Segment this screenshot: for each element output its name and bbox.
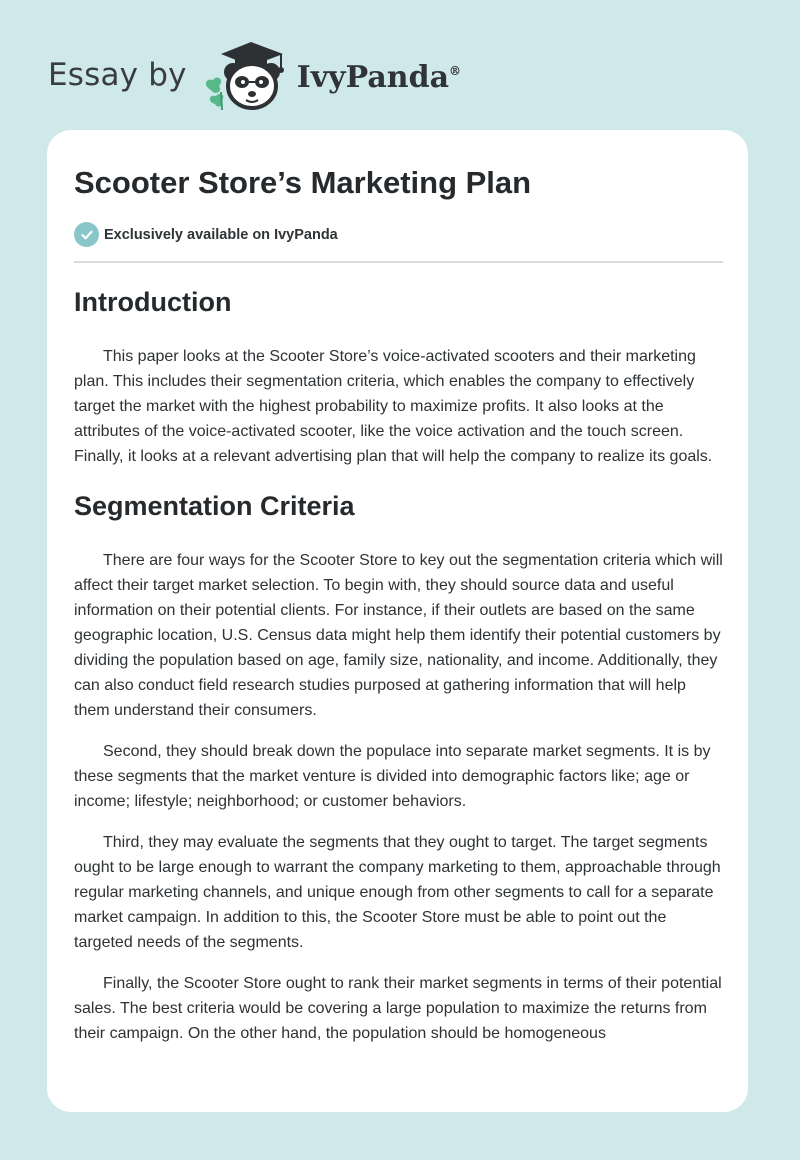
availability-text: Exclusively available on IvyPanda <box>104 226 338 243</box>
paragraph: Finally, the Scooter Store ought to rank their market segments in terms of their potential sales. The best criteria would be covering a large population to maximize the returns from their campaign. On the other hand, the population should be homogeneous <box>74 975 722 1042</box>
title-divider <box>74 261 723 263</box>
brand-prefix: Essay by <box>48 57 187 93</box>
brand-name[interactable]: IvyPanda® <box>296 59 462 95</box>
paragraph: There are four ways for the Scooter Store to key out the segmentation criteria which will affect their target market selection. To begin with, they should source data and useful information on their potential clients. For instance, if their outlets are based on the same geographic location, U.S. Census data might help them identify their potential customers by dividing the population based on age, family size, nationality, and income. Additionally, they can also conduct field research studies purposed at gathering information that will help them understand their consumers. <box>74 552 723 719</box>
check-circle-icon <box>74 222 99 247</box>
section-introduction <box>74 282 723 469</box>
site-header <box>48 34 461 114</box>
registered-mark: ® <box>449 63 462 78</box>
paragraph: Third, they may evaluate the segments that they ought to target. The target segments ought to be large enough to warrant the company marketing to them, approachable through regular marketing channels, and unique enough from other segments to call for a separate market campaign. In addition to this, the Scooter Store must be able to point out the targeted needs of the segments. <box>74 834 721 951</box>
availability-badge <box>74 222 338 247</box>
article-body <box>74 282 723 1046</box>
paragraph: Second, they should break down the populace into separate market segments. It is by these segments that the market venture is divided into demographic factors like; age or income; lifestyle; neighborhood; or customer behaviors. <box>74 743 711 810</box>
essay-card <box>47 130 748 1112</box>
section-heading: Segmentation Criteria <box>74 491 355 521</box>
section-heading: Introduction <box>74 287 232 317</box>
ivypanda-logo-icon[interactable] <box>201 34 293 114</box>
paragraph: This paper looks at the Scooter Store’s voice-activated scooters and their marketing plan. This includes their segmentation criteria, which enables the company to effectively target the market with the highest probability to maximize profits. It also looks at the attributes of the voice-activated scooter, like the voice activation and the touch screen. Finally, it looks at a relevant advertising plan that will help the company to realize its goals. <box>74 348 713 465</box>
page-title: Scooter Store’s Marketing Plan <box>74 165 532 200</box>
section-segmentation-criteria <box>74 486 723 1046</box>
